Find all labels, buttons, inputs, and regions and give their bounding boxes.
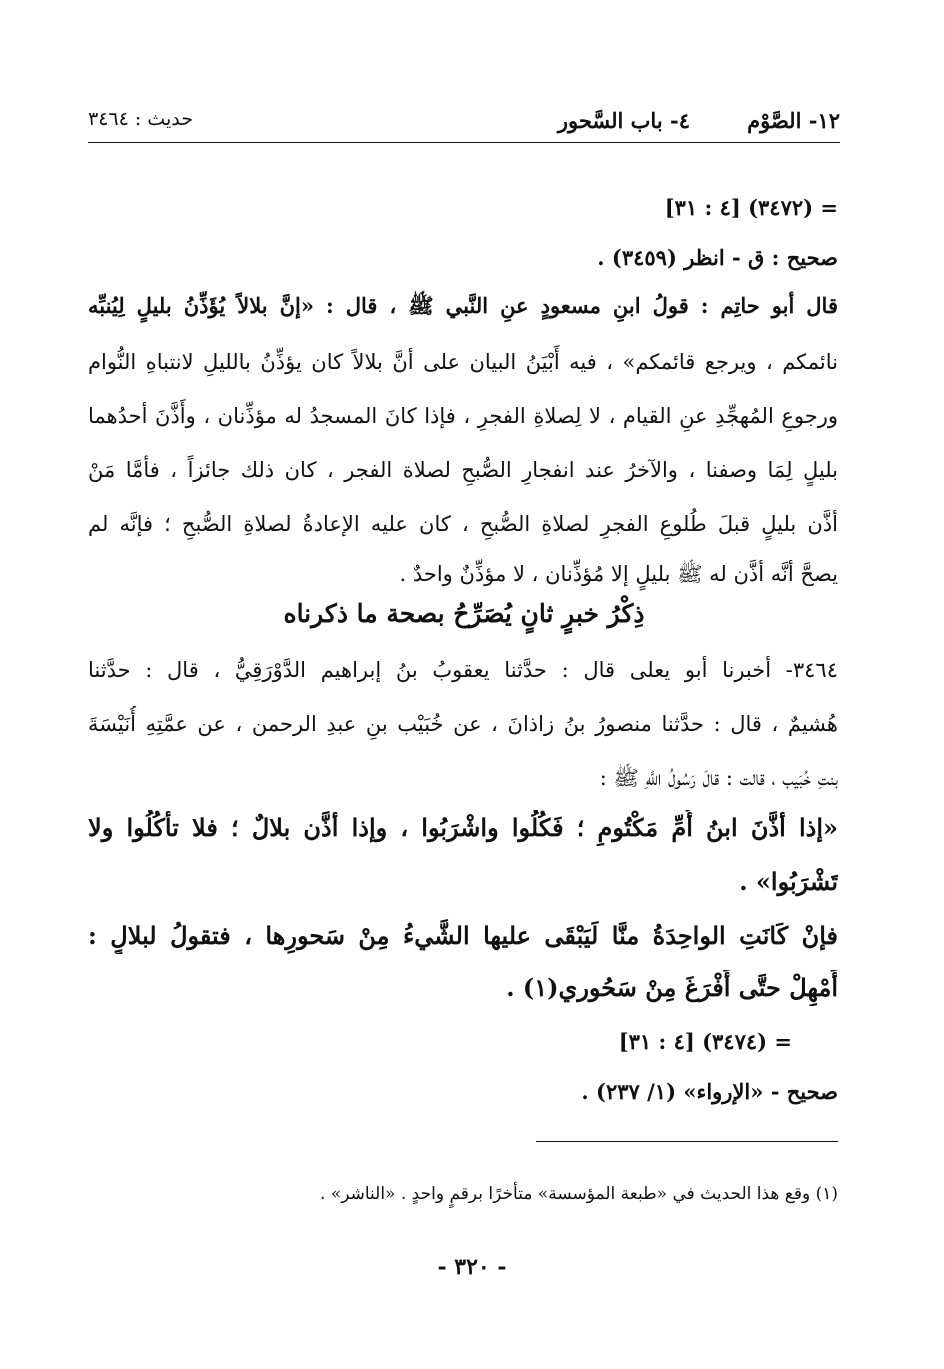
isnad-line-2: هُشيمٌ ، قال : حدَّثنا منصورُ بنُ زاذانَ ، عن خُبَيْب بنِ عبدِ الرحمن ، عن عمَّتِهِ أُنَيْسَةَ — [88, 712, 838, 736]
matn-line-4: أَمْهِلْ حتَّى أَفْرَغَ مِنْ سَحُوري(١) . — [506, 973, 838, 1002]
commentary-line-5: أذَّن بليلٍ قبلَ طُلوعِ الفجرِ لصلاةِ الصُّبحِ ، كان عليه الإعادةُ لصلاةِ الصُّبحِ ؛ فإنَّه لم — [88, 512, 838, 536]
running-header — [88, 104, 840, 140]
matn-line-3: فإنْ كَانَتِ الواحِدَةُ منَّا لَيَبْقَى عليها الشَّيءُ مِنْ سَحورِها ، فتقولُ لبلالٍ : — [88, 921, 838, 950]
commentary-line-6: يصحَّ أنَّه أذَّن له ﷺ بليلٍ إلا مُؤذِّنان ، لا مؤذِّنٌ واحدٌ . — [399, 562, 838, 586]
commentary-line-4: بليلٍ لِمَا وصفنا ، والآخرُ عند انفجارِ الصُّبحِ لصلاة الفجر ، كان ذلك جائزاً ، فأمَّا مَنْ — [88, 458, 838, 482]
commentary-line-2: نائمكم ، ويرجع قائمكم» ، فيه أَبْيَنُ البيان على أنَّ بلالاً كان يؤذِّنُ بالليلِ لانتباهِ النُّوام — [88, 350, 838, 374]
isnad-line-3: بنتِ خُبَيب ، قالت : قالَ رَسُولُ اللَّهِ ﷺ : — [599, 766, 838, 790]
cross-reference-1: = (٣٤٧٢) [٤ : ٣١] — [664, 195, 838, 220]
footnote: (١) وقع هذا الحديث في «طبعة المؤسسة» متأخرًا برقمٍ واحدٍ . «الناشر» . — [320, 1184, 838, 1204]
grading-2: صحيح - «الإرواء» (١/ ٢٣٧) . — [581, 1079, 838, 1104]
section-heading: ذِكْرُ خبرٍ ثانٍ يُصَرِّحُ بصحة ما ذكرناه — [283, 599, 645, 628]
hadith-reference: حديث : ٣٤٦٤ — [88, 108, 193, 130]
matn-line-2: تَشْرَبُوا» . — [739, 867, 838, 896]
page-number: - ٣٢٠ - — [437, 1254, 507, 1280]
isnad-line-1: ٣٤٦٤- أخبرنا أبو يعلى قال : حدَّثنا يعقوبُ بنُ إبراهيم الدَّوْرَقِيُّ ، قال : حدَّثنا — [88, 658, 838, 682]
chapter-title: ١٢- الصَّوْم — [747, 108, 840, 133]
cross-reference-2: = (٣٤٧٤) [٤ : ٣١] — [618, 1029, 792, 1054]
footnote-divider — [536, 1141, 838, 1142]
grading-1: صحيح : ق - انظر (٣٤٥٩) . — [597, 245, 838, 270]
commentary-line-1: قال أبو حاتِم : قولُ ابنِ مسعودٍ عنِ النَّبي ﷺ ، قال : «إنَّ بلالاً يُؤَذِّنُ بليلٍ لِيُنبِّه — [88, 293, 838, 318]
matn-line-1: «إذا أذَّنَ ابنُ أُمِّ مَكْتُومٍ ؛ فَكُلُوا واشْرَبُوا ، وإذا أذَّن بلالٌ ؛ فلا تأكُلُوا ولا — [88, 813, 838, 842]
section-title: ٤- باب السَّحور — [557, 108, 690, 133]
header-divider — [88, 142, 840, 143]
commentary-line-3: ورجوعِ المُهجِّدِ عنِ القيام ، لا لِصلاةِ الفجرِ ، فإذا كانَ المسجدُ له مؤذِّنان ، وأَذَّنَ أحدُهما — [88, 404, 838, 428]
